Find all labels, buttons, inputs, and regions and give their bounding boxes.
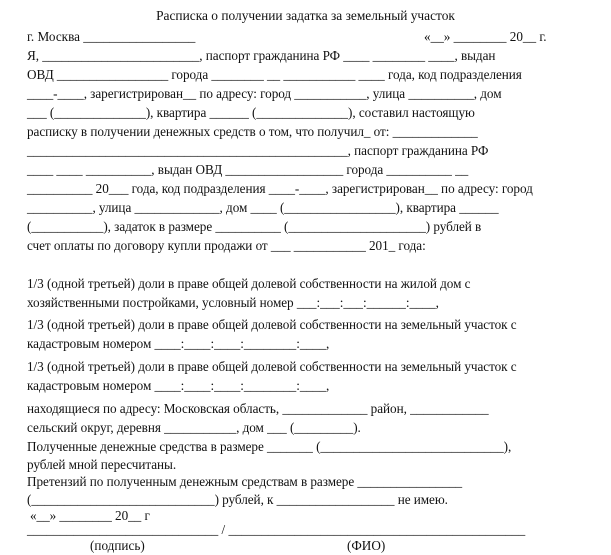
body-line-5: расписку в получении денежных средств о том, что получил_ от: _____________ (27, 124, 478, 139)
body-line-4: ___ (______________), квартира ______ (______________), составил настоящую (27, 105, 475, 120)
date-line: «__» ________ 20__ г. (424, 29, 547, 44)
claims-line-2: (____________________________) рублей, к __________________ не имею. (27, 492, 448, 507)
body-line-3: ____-____, зарегистрирован__ по адресу: город ___________, улица __________, дом (27, 86, 502, 101)
body-line-1: Я, ________________________, паспорт гражданина РФ ____ ________ ____, выдан (27, 48, 496, 63)
fio-label: (ФИО) (347, 538, 386, 553)
body-line-8: __________ 20___ года, код подразделения ____-____, зарегистрирован__ по адресу: город (27, 181, 533, 196)
item-line-2: хозяйственными постройками, условный номер ___:___:___:______:____, (27, 295, 439, 310)
item-line-1: 1/3 (одной третьей) доли в праве общей долевой собственности на жилой дом с (27, 276, 471, 291)
signature-line: _____________________________ / _____________________________________________ (27, 522, 526, 537)
item-line-7: находящиеся по адресу: Московская область, _____________ район, ____________ (27, 401, 489, 416)
received-line-1: Полученные денежные средства в размере _______ (____________________________), (27, 439, 512, 454)
body-line-10: (___________), задаток в размере __________ (_____________________) рублей в (27, 219, 482, 234)
signature-label: (подпись) (90, 538, 145, 553)
document-title: Расписка о получении задатка за земельный участок (156, 8, 455, 23)
body-line-7: ____ ____ __________, выдан ОВД __________________ города __________ __ (27, 162, 469, 177)
item-line-6: кадастровым номером ____:____:____:________:____, (27, 378, 330, 393)
body-line-9: __________, улица _____________, дом ____ (_________________), квартира ______ (27, 200, 499, 215)
item-line-4: кадастровым номером ____:____:____:________:____, (27, 336, 330, 351)
item-line-8: сельский округ, деревня ___________, дом ___ (_________). (27, 420, 361, 435)
body-line-6: _________________________________________________, паспорт гражданина РФ (27, 143, 489, 158)
city-line: г. Москва _________________ (27, 29, 196, 44)
body-line-2: ОВД _________________ города ________ __ ___________ ____ года, код подразделения (27, 67, 522, 82)
body-line-11: счет оплаты по договору купли продажи от ___ ___________ 201_ года: (27, 238, 426, 253)
footer-date: «__» ________ 20__ г (30, 508, 150, 523)
item-line-5: 1/3 (одной третьей) доли в праве общей долевой собственности на земельный участок с (27, 359, 517, 374)
claims-line-1: Претензий по полученным денежным средствам в размере ________________ (27, 474, 463, 489)
item-line-3: 1/3 (одной третьей) доли в праве общей долевой собственности на земельный участок с (27, 317, 517, 332)
received-line-2: рублей мной пересчитаны. (27, 457, 177, 472)
